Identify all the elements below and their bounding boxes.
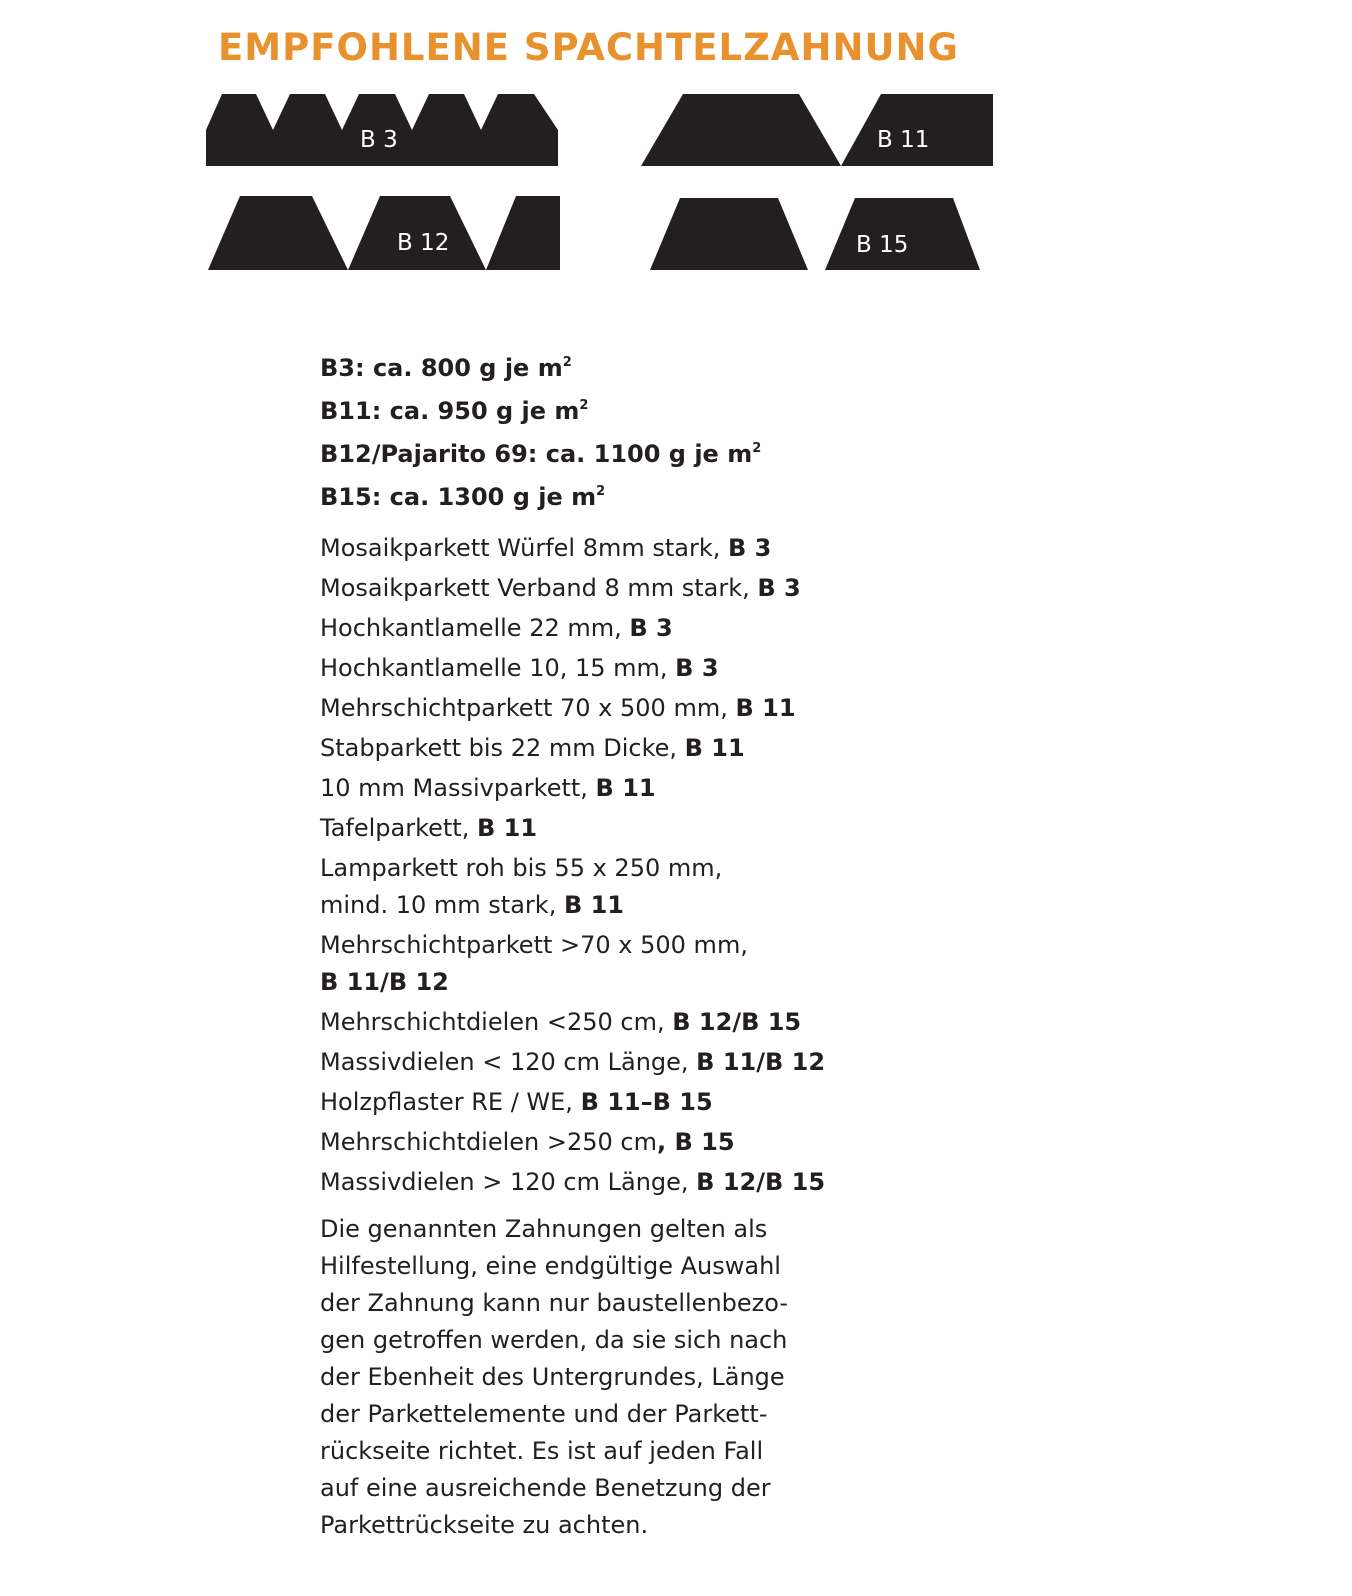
- trowel-b12-shape: [208, 196, 560, 270]
- application-item: Mehrschichtdielen <250 cm, B 12/B 15: [320, 1008, 802, 1036]
- application-item: Massivdielen > 120 cm Länge, B 12/B 15: [320, 1168, 826, 1196]
- application-item: Massivdielen < 120 cm Länge, B 11/B 12: [320, 1048, 826, 1076]
- application-item: Mehrschichtparkett >70 x 500 mm, B 11/B 12: [320, 931, 748, 996]
- application-item: Mosaikparkett Würfel 8mm stark, B 3: [320, 534, 772, 562]
- consumption-item-b11: B11: ca. 950 g je $m^2$: [320, 397, 589, 425]
- application-item: Holzpflaster RE / WE, B 11–B 15: [320, 1088, 713, 1116]
- consumption-list: [320, 344, 940, 516]
- consumption-item-b3: B3: ca. 800 g je $m^2$: [320, 354, 572, 382]
- consumption-item-b15: B15: ca. 1300 g je $m^2$: [320, 483, 606, 511]
- trowel-profile-b12: [208, 196, 560, 270]
- consumption-item-b12: B12/Pajarito 69: ca. 1100 g je $m^2$: [320, 440, 762, 468]
- trowel-label-b11: B 11: [877, 127, 930, 153]
- trowel-label-b12: B 12: [397, 230, 450, 256]
- application-item: Lamparkett roh bis 55 x 250 mm, mind. 10 mm stark, B 11: [320, 854, 723, 919]
- main-content: [320, 344, 940, 1544]
- trowel-label-b15: B 15: [856, 232, 909, 258]
- trowel-profile-b3: [206, 94, 558, 166]
- trowel-label-b3: B 3: [360, 127, 398, 153]
- application-item: Tafelparkett, B 11: [320, 814, 538, 842]
- application-item: Hochkantlamelle 10, 15 mm, B 3: [320, 654, 719, 682]
- application-item: Mehrschichtdielen >250 cm, B 15: [320, 1128, 735, 1156]
- trowel-b15-shape: [650, 198, 980, 270]
- trowel-profile-b15: [650, 198, 980, 270]
- page-title: EMPFOHLENE SPACHTELZAHNUNG: [218, 26, 959, 69]
- trowel-b11-shape: [641, 94, 993, 166]
- trowel-profile-b11: [641, 94, 993, 166]
- application-item: Hochkantlamelle 22 mm, B 3: [320, 614, 673, 642]
- trowel-b3-shape: [206, 94, 558, 166]
- application-item: 10 mm Massivparkett, B 11: [320, 774, 656, 802]
- application-item: Mosaikparkett Verband 8 mm stark, B 3: [320, 574, 801, 602]
- note-paragraph: Die genannten Zahnungen gelten als Hilfestellung, eine endgültige Auswahl der Zahnung kann nur baustellenbezo- gen getroffen werden, da sie sich nach der Ebenheit des Untergrundes, Länge der Parkettelemente und der Parkett- rückseite richtet. Es ist auf jeden Fall auf eine ausreichende Benetzung der Parkettrückseite zu achten.: [320, 1215, 789, 1539]
- application-item: Stabparkett bis 22 mm Dicke, B 11: [320, 734, 745, 762]
- application-list: [320, 530, 940, 1201]
- application-item: Mehrschichtparkett 70 x 500 mm, B 11: [320, 694, 796, 722]
